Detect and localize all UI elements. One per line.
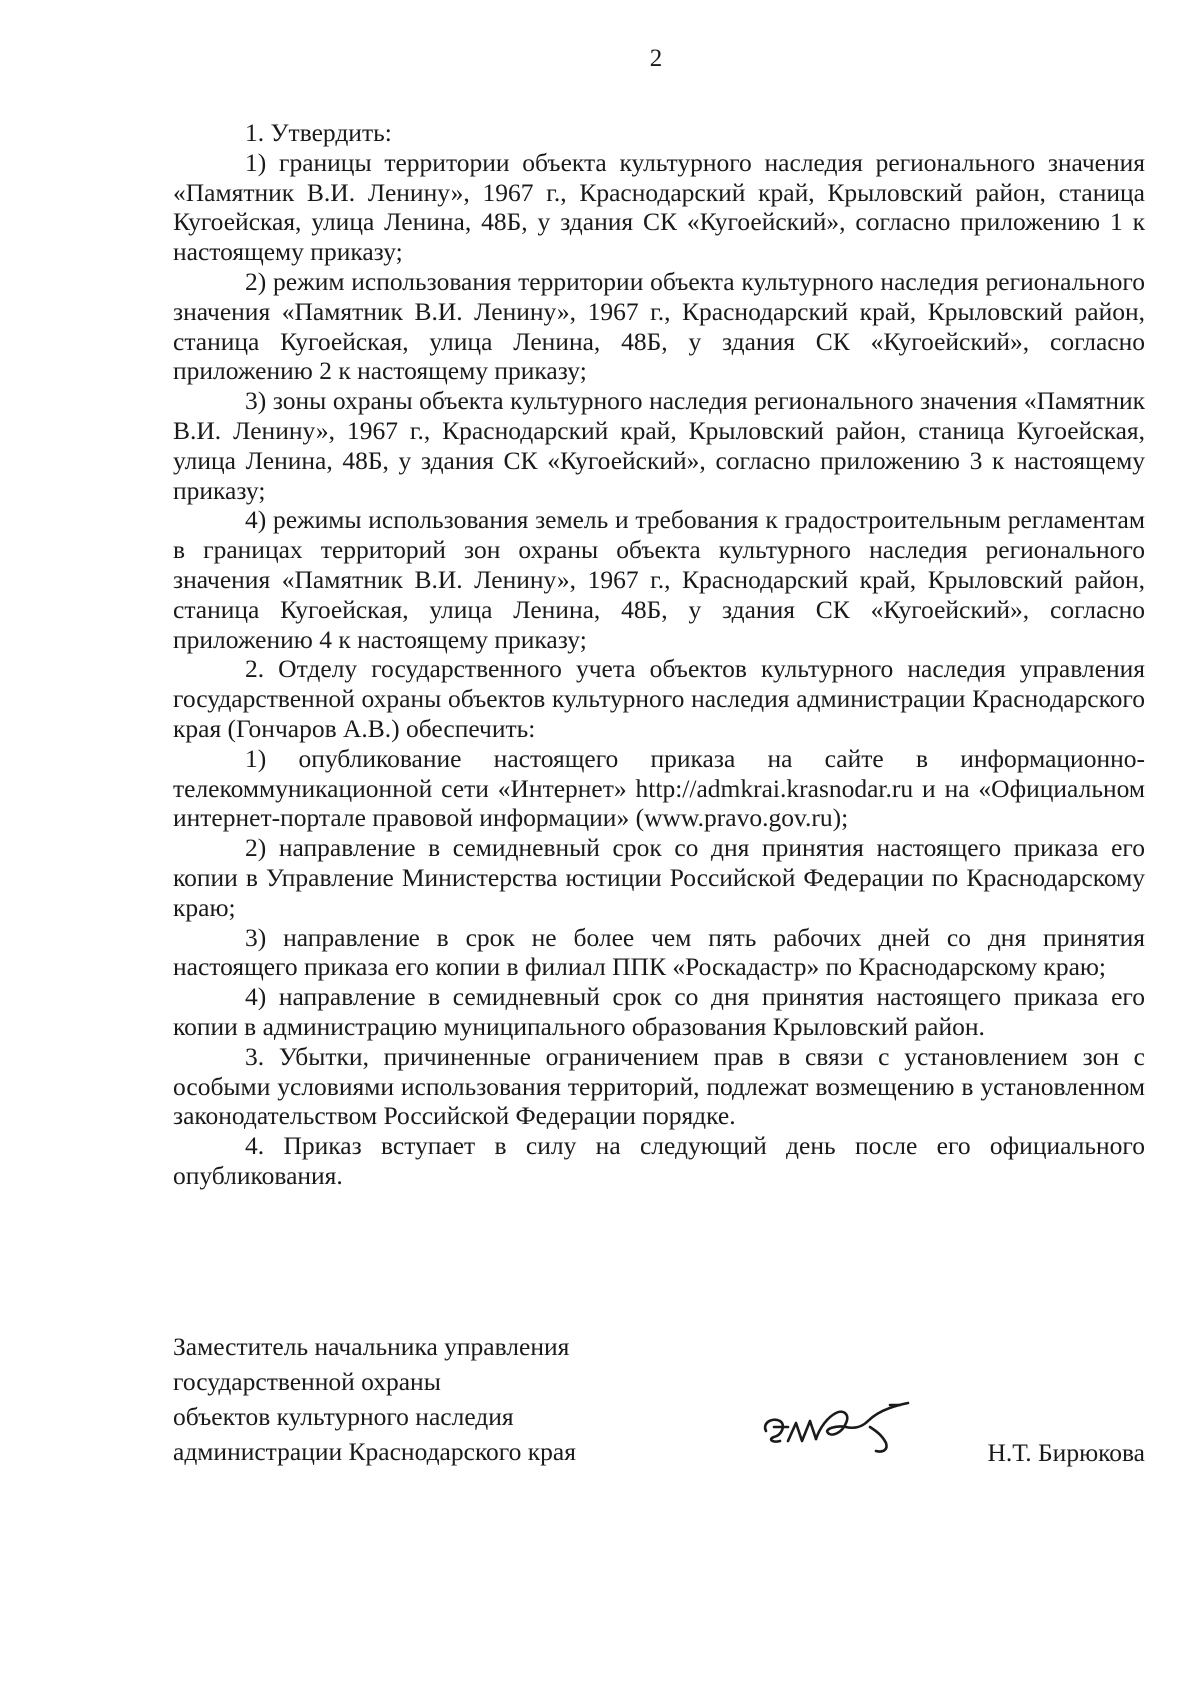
- paragraph-item-2: 2. Отделу государственного учета объектов культурного наследия управления государственной охраны объектов культурного наследия администрации Краснодарского края (Гончаров А.В.) обеспечить:: [173, 654, 1145, 743]
- signatory-name: Н.Т. Бирюкова: [987, 1438, 1145, 1467]
- signatory-position-line: объектов культурного наследия: [173, 1402, 514, 1431]
- paragraph-item-1-3: 3) зоны охраны объекта культурного наследия регионального значения «Памятник В.И. Ленину», 1967 г., Краснодарский край, Крыловский район, станица Кугоейская, улица Ленина, 48Б, у здания СК «Кугоейский», согласно приложению 3 к настоящему приказу;: [173, 386, 1145, 505]
- paragraph-item-2-2: 2) направление в семидневный срок со дня принятия настоящего приказа его копии в Управление Министерства юстиции Российской Федерации по Краснодарскому краю;: [173, 833, 1145, 922]
- signature-block: [173, 1329, 1145, 1479]
- paragraph-item-2-3: 3) направление в срок не более чем пять рабочих дней со дня принятия настоящего приказа его копии в филиал ППК «Роскадастр» по Краснодарскому краю;: [173, 922, 1145, 982]
- paragraph-item-4: 4. Приказ вступает в силу на следующий день после его официального опубликования.: [173, 1131, 1145, 1190]
- page-number: 2: [649, 45, 663, 72]
- paragraph-approve: 1. Утвердить:: [245, 118, 392, 147]
- paragraph-item-2-4: 4) направление в семидневный срок со дня принятия настоящего приказа его копии в администрацию муниципального образования Крыловский район.: [173, 982, 1145, 1041]
- paragraph-item-1-2: 2) режим использования территории объекта культурного наследия регионального значения «Памятник В.И. Ленину», 1967 г., Краснодарский край, Крыловский район, станица Кугоейская, улица Ленина, 48Б, у здания СК «Кугоейский», согласно приложению 2 к настоящему приказу;: [173, 266, 1145, 386]
- paragraph-item-1-4: 4) режимы использования земель и требования к градостроительным регламентам в границах территорий зон охраны объекта культурного наследия регионального значения «Памятник В.И. Ленину», 1967 г., Краснодарский край, Крыловский район, станица Кугоейская, улица Ленина, 48Б, у здания СК «Кугоейский», согласно приложению 4 к настоящему приказу;: [173, 505, 1145, 654]
- signatory-position-line: государственной охраны: [173, 1367, 441, 1396]
- document-body: [173, 118, 1145, 1191]
- signatory-position: [173, 1329, 576, 1469]
- signatory-position-line: администрации Краснодарского края: [173, 1437, 576, 1466]
- paragraph-item-3: 3. Убытки, причиненные ограничением прав в связи с установлением зон с особыми условиями использования территорий, подлежат возмещению в установленном законодательством Российской Федерации порядке.: [173, 1041, 1145, 1131]
- handwritten-signature: [758, 1387, 923, 1457]
- paragraph-item-1-1: 1) границы территории объекта культурного наследия регионального значения «Памятник В.И. Ленину», 1967 г., Краснодарский край, Крыловский район, станица Кугоейская, улица Ленина, 48Б, у здания СК «Кугоейский», согласно приложению 1 к настоящему приказу;: [173, 147, 1145, 267]
- paragraph-item-2-1: 1) опубликование настоящего приказа на сайте в информационно-телекоммуникационной сети «Интернет» http://admkrai.krasnodar.ru и на «Официальном интернет-портале правовой информации» (www.pravo.gov.ru);: [173, 743, 1145, 833]
- signatory-position-line: Заместитель начальника управления: [173, 1332, 570, 1361]
